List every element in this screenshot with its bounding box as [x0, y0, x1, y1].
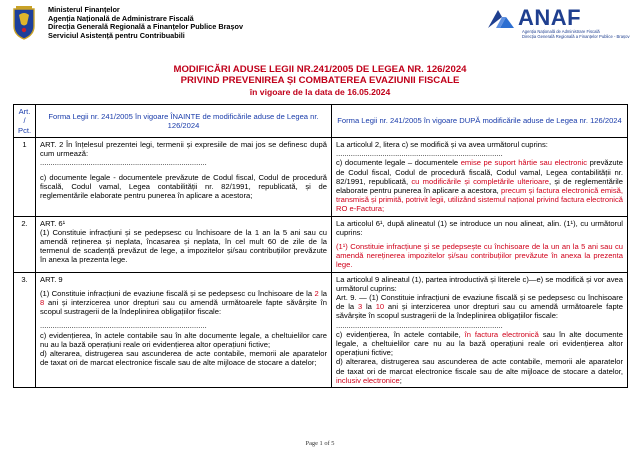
after-letter-c: c) evidențierea, în actele contabile, în factura electronică sau în alte documente legale, a cheltuielilor care nu au la bază operațiuni reale ori evidențierea altor operațiuni fictive; [336, 329, 623, 358]
after-letter-d: d) alterarea, distrugerea sau ascunderea de acte contabile, memorii ale aparatelor de taxat ori de marcat electronice fiscale sau de alte mijloace de stocare a datelor, inclusiv electronice; [336, 357, 623, 385]
after-article-intro: La articolul 9 alineatul (1), partea introductivă și literele c)—e) se modifică și vor avea următorul cuprins: [336, 274, 623, 293]
after-cell [332, 138, 628, 217]
table-header-row [14, 105, 628, 138]
header-line-directorate: Direcția Generală Regională a Finanțelor Publice Brașov [48, 22, 244, 32]
anaf-logo-subtitle: Agenția Națională de Administrare Fiscală Direcția Generală Regională a Finanțelor Publice - Brașov [522, 29, 630, 39]
anaf-logo-wordmark: ANAF [518, 5, 582, 30]
before-cell [36, 272, 332, 387]
before-article-intro: ART. 2 În înțelesul prezentei legi, termenii și expresiile de mai jos se definesc după cum urmează: [40, 140, 327, 159]
table-row [14, 216, 628, 272]
after-cell [332, 272, 628, 387]
government-seal-icon [10, 6, 38, 40]
ellipsis-line: ............................................................................... [40, 321, 207, 331]
table-row [14, 272, 628, 387]
after-paragraph-1: Art. 9. — (1) Constituie infracțiuni de evaziune fiscală și se pedepsesc cu închisoare de la 3 la 10 ani și interzicerea unor drepturi sau cu amendă următoarele fapte săvârșite în scopul sustragerii de la îndeplinirea obligațiilor fiscale: [336, 293, 623, 321]
before-paragraph-1: (1) Constituie infracțiuni de evaziune fiscală și se pedepsesc cu închisoare de la 2 la 8 ani și interzicerea unor drepturi sau cu amendă următoarele fapte săvârșite în scopul sustragerii de la îndeplinirea obligațiilor fiscale: [40, 288, 327, 317]
row-number: 2. [14, 216, 36, 272]
column-header-after: Forma Legii nr. 241/2005 în vigoare DUPĂ modificările aduse de Legea nr. 126/2024 [332, 105, 628, 138]
after-definition-c: c) documente legale – documentele emise pe suport hârtie sau electronic prevăzute de Codul fiscal, Codul de procedură fiscală, Codul vamal, Legea contabilității nr. 82/1991, republicată, cu modificările și completările ulterioare, și de reglementările elaborate pentru punerea în aplicare a acestora, precum și factura electronică emisă, transmisă și primită, potrivit legii, utilizând sistemul național privind factura electronică RO e-Factura; [336, 158, 623, 214]
after-article-intro: La articolul 2, litera c) se modifică și va avea următorul cuprins: [336, 140, 548, 149]
row-number: 3. [14, 272, 36, 387]
after-cell [332, 216, 628, 272]
row-number: 1 [14, 138, 36, 217]
header-line-agency: Agenția Națională de Administrare Fiscală [48, 13, 194, 23]
column-header-before: Forma Legii nr. 241/2005 în vigoare ÎNAINTE de modificările aduse de Legea nr. 126/2024 [36, 105, 332, 138]
anaf-logo [486, 5, 630, 39]
ellipsis-line: ............................................................................... [336, 320, 503, 330]
ellipsis-line: ............................................................................... [336, 149, 503, 159]
effective-date: în vigoare de la data de 16.05.2024 [249, 87, 391, 97]
header-line-service: Serviciul Asistență pentru Contribuabili [48, 30, 185, 40]
column-header-article: Art. / Pct. [14, 105, 36, 138]
table-row [14, 138, 628, 217]
before-letter-c: c) evidențierea, în actele contabile sau în alte documente legale, a cheltuielilor care nu au la bază operațiuni reale ori evidențierea altor operațiuni fictive; [40, 330, 327, 349]
ellipsis-line: ............................................................................... [40, 158, 207, 168]
comparison-table [13, 104, 628, 388]
after-paragraph-1-1: (1¹) Constituie infracțiune și se pedepsește cu închisoare de la un an la 5 ani sau cu amendă nereținerea impozitelor și/sau contribuțiilor prevăzute în anexa la prezenta lege. [336, 242, 623, 270]
before-article-title: ART. 6¹ [40, 218, 66, 228]
before-article-title: ART. 9 [40, 274, 63, 284]
before-letter-d: d) alterarea, distrugerea sau ascunderea de acte contabile, memorii ale aparatelor de taxat ori de marcat electronice fiscale sau de alte mijloace de stocare a datelor; [40, 349, 327, 368]
before-cell [36, 138, 332, 217]
anaf-logo-icon [486, 8, 516, 30]
header-line-ministry: Ministerul Finanțelor [48, 5, 120, 14]
before-cell [36, 216, 332, 272]
before-definition-c: c) documente legale - documentele prevăzute de Codul fiscal, Codul de procedură fiscală, Codul vamal, Legea contabilității nr. 82/1991, republicată, și de reglementările elaborate pentru punerea în aplicare a acestora; [40, 172, 327, 201]
after-article-intro: La articolul 6¹, după alineatul (1) se introduce un nou alineat, alin. (1¹), cu următorul cuprins: [336, 218, 623, 237]
page-number: Page 1 of 5 [305, 440, 335, 447]
before-paragraph-1: (1) Constituie infracțiuni și se pedepsesc cu închisoare de la 1 an la 5 ani sau cu amendă reținerea și neplata, încasarea și neplata, în cel mult 60 de zile de la termenul de scadență prevăzut de lege, a impozitelor și/sau contribuțiilor prevăzute în anexa la prezenta lege. [40, 227, 327, 265]
institution-header [48, 6, 243, 40]
document-subtitle: PRIVIND PREVENIREA ȘI COMBATEREA EVAZIUNII FISCALE [180, 75, 460, 86]
document-title: MODIFICĂRI ADUSE LEGII NR.241/2005 DE LEGEA NR. 126/2024 [173, 64, 467, 75]
